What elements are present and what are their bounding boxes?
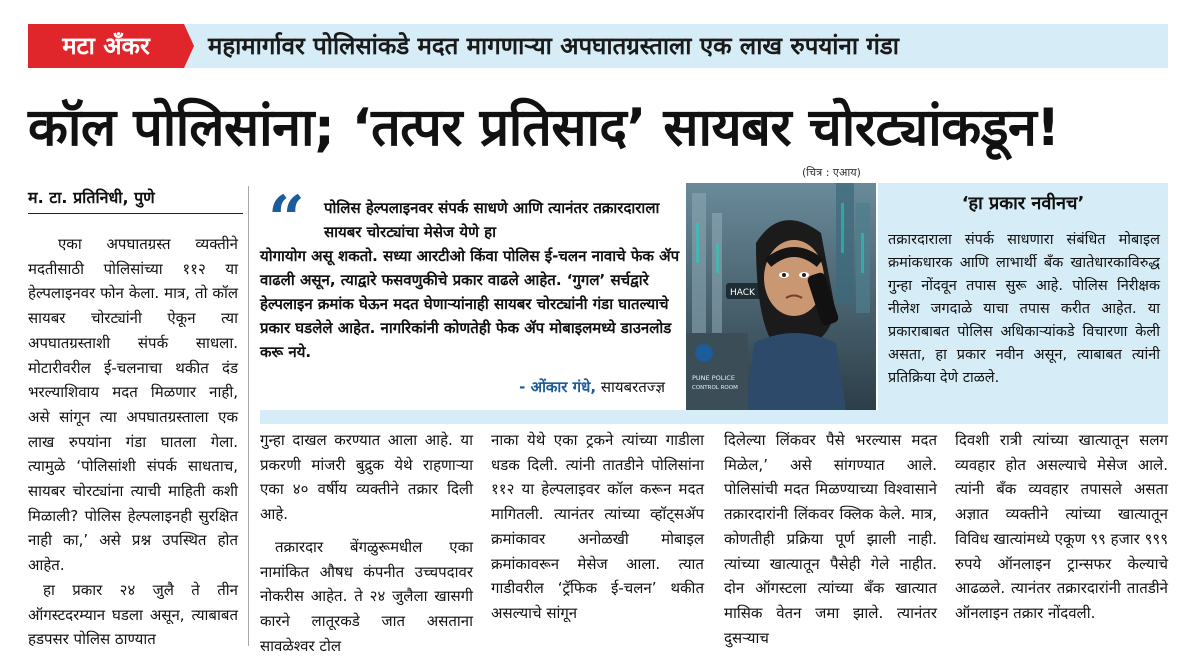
quote-first-lines: पोलिस हेल्पलाइनवर संपर्क साधणे आणि त्यानंतर तक्रारदाराला सायबर चोरट्यांचा मेसेज येणे हा <box>324 199 660 241</box>
paragraph: एका अपघातग्रस्त व्यक्तीने मदतीसाठी पोलिसांच्या ११२ या हेल्पलाइनवर फोन केला. मात्र, तो कॉल सायबर चोरट्यांनी ऐकून त्या अपघातग्रस्ताशी संपर्क साधला. मोटारीवरील ई-चलनाचा थकीत दंड भरल्याशिवाय मदत मिळणार नाही, असे सांगून त्या अपघातग्रस्ताला एक लाख रुपयांना गंडा घातला गेला. त्यामुळे ‘पोलिसांशी संपर्क साधताच, सायबर चोरट्यांना त्याची माहिती कशी मिळाली? पोलिस हेल्पलाइनही सुरक्षित नाही का,’ असे प्रश्न उपस्थित होत आहेत. <box>28 235 238 575</box>
sidebar-body: तक्रारदाराला संपर्क साधणारा संबंधित मोबाइल क्रमांकधारक आणि लाभार्थी बँक खातेधारकाविरुद्ध गुन्हा नोंदवून तपास सुरू आहे. पोलिस निरीक्षक नीलेश जगदाळे याचा तपास करीत आहेत. या प्रकाराबाबत पोलिस अधिकाऱ्यांकडे विचारणा केली असता, हा प्रकार नवीन असून, त्याबाबत त्यांनी प्रतिक्रिया देणे टाळले. <box>888 232 1160 386</box>
article-column-5 <box>955 428 1168 626</box>
byline: म. टा. प्रतिनिधी, पुणे <box>28 188 155 207</box>
main-headline: कॉल पोलिसांना; ‘तत्पर प्रतिसाद’ सायबर चोरट्यांकडून! <box>28 98 1060 158</box>
topic-banner <box>28 24 1168 68</box>
quote-author <box>519 377 665 397</box>
article-column-1 <box>28 232 238 652</box>
section-tag: मटा अँकर <box>28 24 184 68</box>
column-rule <box>248 186 249 646</box>
paragraph: नाका येथे एका ट्रकने त्यांच्या गाडीला धडक दिली. त्यांनी तातडीने पोलिसांना ११२ या हेल्पलाइवर कॉल करून मदत मागितली. त्यानंतर त्यांच्या व्हॉट्सॲप क्रमांकावर अनोळखी मोबाइल क्रमांकावरून मेसेज आला. त्यात गाडीवरील ‘ट्रॅफिक ई-चलन’ थकीत असल्याचे सांगून <box>491 431 704 622</box>
paragraph: तक्रारदार बेंगळुरूमधील एका नामांकित औषध कंपनीत उच्चपदावर नोकरीस आहेत. ते २४ जुलैला खासगी कारने लातूरकडे जात असताना सावळेश्वर टोल <box>260 537 473 655</box>
quote-author-role: सायबरतज्ज्ञ <box>600 378 665 396</box>
article-column-2 <box>260 428 473 658</box>
quote-author-name: - ओंकार गंधे, <box>519 378 597 396</box>
quote-mark-icon: “ <box>268 182 305 257</box>
illustration-photo <box>686 183 876 410</box>
badge-line-1: PUNE POLICE <box>692 374 735 382</box>
badge-line-2: CONTROL ROOM <box>692 385 738 391</box>
hack-label: HACK <box>730 288 755 298</box>
article-column-4 <box>724 428 937 650</box>
paragraph: हा प्रकार २४ जुलै ते तीन ऑगस्टदरम्यान घडला असून, त्याबाबत हडपसर पोलिस ठाण्यात <box>28 580 238 649</box>
pull-quote <box>260 182 685 408</box>
paragraph: दिवशी रात्री त्यांच्या खात्यातून सलग व्यवहार होत असल्याचे मेसेज आले. त्यांनी बँक व्यवहार तपासले असता अज्ञात व्यक्तीने त्यांच्या खात्यातून विविध खात्यांमध्ये एकूण ९९ हजार ९९९ रुपये ऑनलाइन ट्रान्सफर केल्याचे आढळले. त्यानंतर तक्रारदारांनी तातडीने ऑनलाइन तक्रार नोंदवली. <box>955 431 1168 622</box>
paragraph: गुन्हा दाखल करण्यात आला आहे. या प्रकरणी मांजरी बुद्रुक येथे राहणाऱ्या एका ४० वर्षीय व्यक्तीने तक्रार दिली आहे. <box>260 431 473 524</box>
photo-credit: (चित्र : एआय) <box>802 166 861 179</box>
illustration-svg <box>686 183 876 410</box>
sidebar-box <box>878 183 1168 410</box>
quote-text <box>260 196 684 364</box>
kicker-headline: महामार्गावर पोलिसांकडे मदत मागणाऱ्या अपघातग्रस्ताला एक लाख रुपयांना गंडा <box>208 32 899 60</box>
quote-rest: योगायोग असू शकतो. सध्या आरटीओ किंवा पोलिस ई-चलन नावाचे फेक ॲप वाढली असून, त्याद्वारे फसवणुकीचे प्रकार वाढले आहेत. ‘गुगल’ सर्चद्वारे हेल्पलाइन क्रमांक घेऊन मदत घेणाऱ्यांनाही सायबर चोरट्यांनी गंडा घातल्याचे प्रकार घडलेले आहेत. नागरिकांनी कोणतेही फेक ॲप मोबाइलमध्ये डाउनलोड करू नये. <box>260 247 680 361</box>
paragraph: दिलेल्या लिंकवर पैसे भरल्यास मदत मिळेल,’ असे सांगण्यात आले. पोलिसांची मदत मिळण्याच्या विश्वासाने तक्रारदारांनी लिंकवर क्लिक केले. मात्र, कोणतीही प्रक्रिया पूर्ण झाली नाही. त्यांच्या खात्यातून पैसेही गेले नाहीत. दोन ऑगस्टला त्यांच्या बँक खात्यात मासिक वेतन जमा झाले. त्यानंतर दुसऱ्याच <box>724 431 937 647</box>
byline-rule <box>28 213 243 214</box>
divider-bar <box>260 410 1168 424</box>
sidebar-title: ‘हा प्रकार नवीनच’ <box>961 193 1085 214</box>
article-column-3 <box>491 428 704 626</box>
